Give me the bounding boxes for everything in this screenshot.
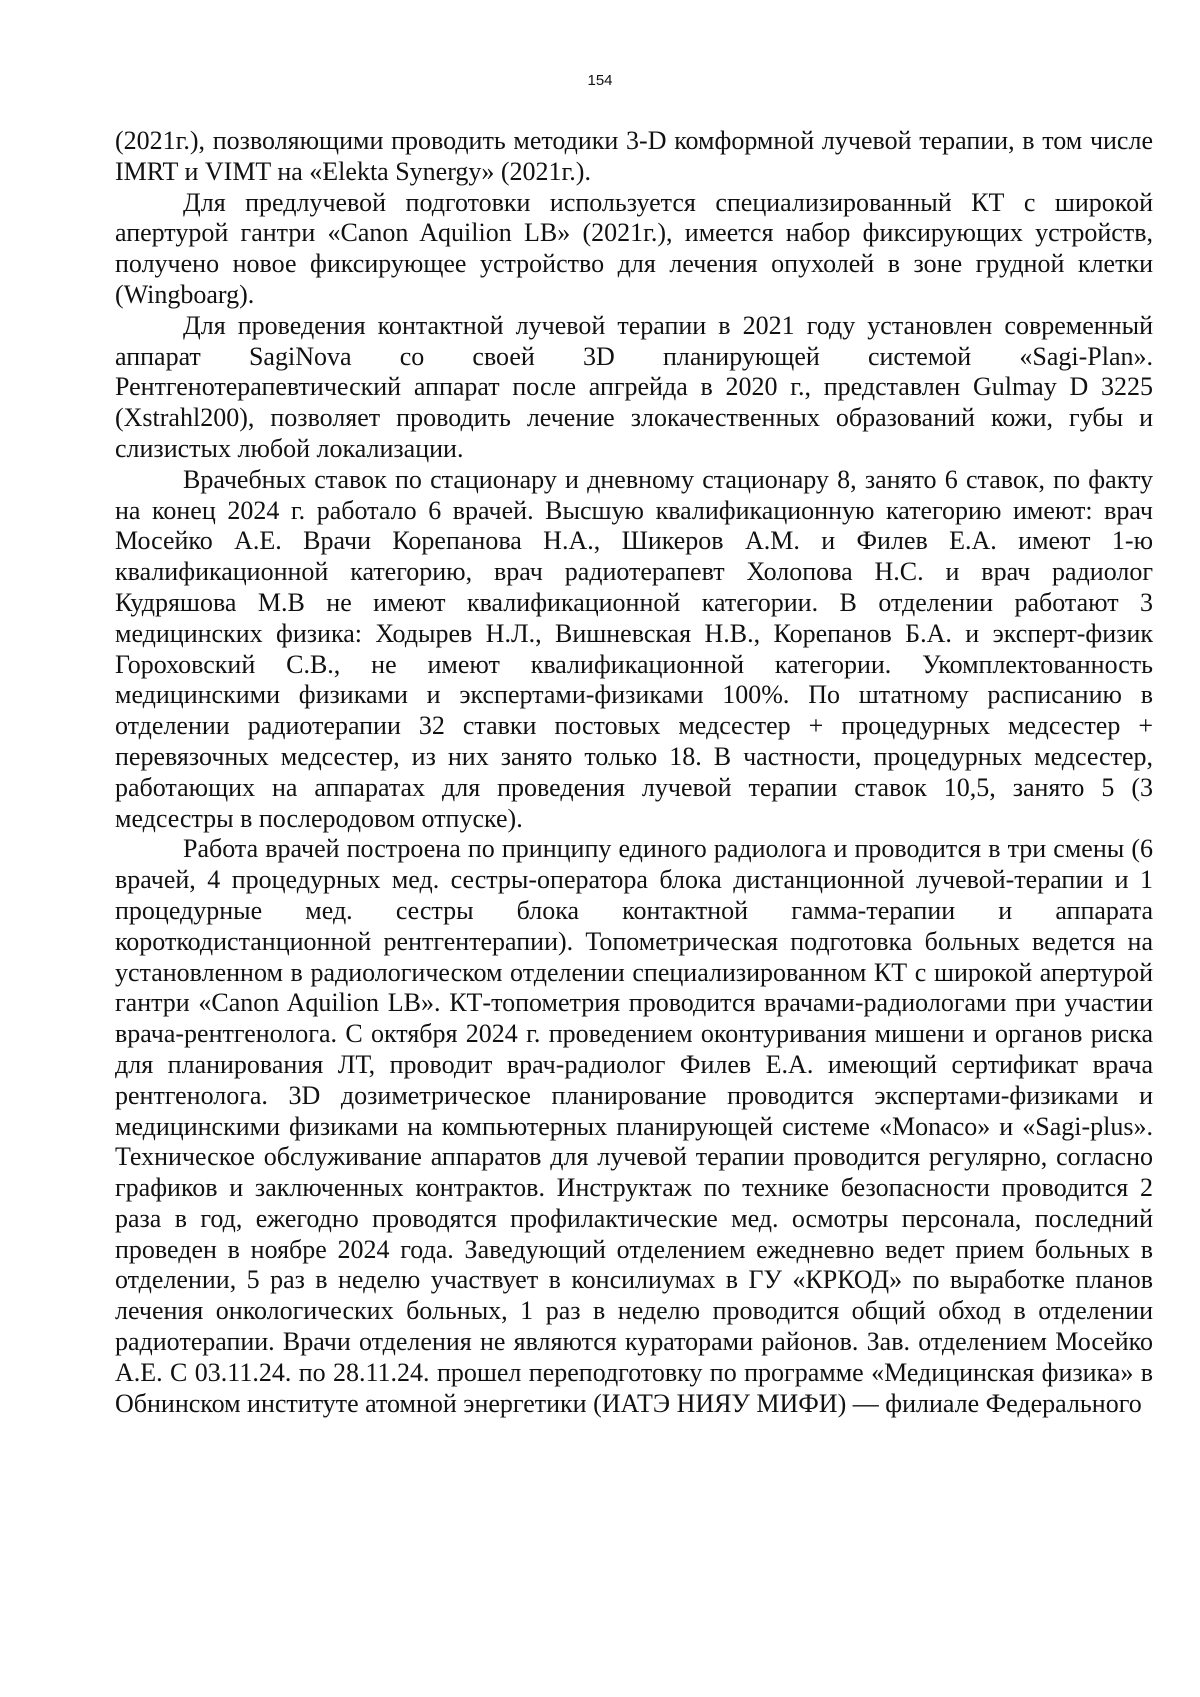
paragraph-work-organization: Работа врачей построена по принципу единого радиолога и проводится в три смены (6 врачей, 4 процедурных мед. сестры-оператора блока дистанционной лучевой-терапии и 1 процедурные мед. сестры блока контактной гамма-терапии и аппарата короткодистанционной рентгентерапии). Топометрическая подготовка больных ведется на установленном в радиологическом отделении специализированном КТ с широкой апертурой гантри «Canon Aquilion LB». КТ-топометрия проводится врачами-радиологами при участии врача-рентгенолога. С октября 2024 г. проведением оконтуривания мишени и органов риска для планирования ЛТ, проводит врач-радиолог Филев Е.А. имеющий сертификат врача рентгенолога. 3D дозиметрическое планирование проводится экспертами-физиками и медицинскими физиками на компьютерных планирующей системе «Monaco» и «Sagi-plus». Техническое обслуживание аппаратов для лучевой терапии проводится регулярно, согласно графиков и заключенных контрактов. Инструктаж по технике безопасности проводится 2 раза в год, ежегодно проводятся профилактические мед. осмотры персонала, последний проведен в ноябре 2024 года. Заведующий отделением ежедневно ведет прием больных в отделении, 5 раз в неделю участвует в консилиумах в ГУ «КРКОД» по выработке планов лечения онкологических больных, 1 раз в неделю проводится общий обход в отделении радиотерапии. Врачи отделения не являются кураторами районов. Зав. отделением Мосейко А.Е. С 03.11.24. по 28.11.24. прошел переподготовку по программе «Медицинская физика» в Обнинском институте атомной энергетики (ИАТЭ НИЯУ МИФИ) — филиале Федерального xyxy=(115,834,1153,1418)
paragraph-pre-radiation-preparation: Для предлучевой подготовки используется специализированный КТ с широкой апертурой гантри «Canon Aquilion LB» (2021г.), имеется набор фиксирующих устройств, получено новое фиксирующее устройство для лечения опухолей в зоне грудной клетки (Wingboarg). xyxy=(115,187,1153,309)
paragraph-staffing: Врачебных ставок по стационару и дневному стационару 8, занято 6 ставок, по факту на конец 2024 г. работало 6 врачей. Высшую квалификационную категорию имеют: врач Мосейко А.Е. Врачи Корепанова Н.А., Шикеров А.М. и Филев Е.А. имеют 1-ю квалификационной категорию, врач радиотерапевт Холопова Н.С. и врач радиолог Кудряшова М.В не имеют квалификационной категории. В отделении работают 3 медицинских физика: Ходырев Н.Л., Вишневская Н.В., Корепанов Б.А. и эксперт-физик Гороховский С.В., не имеют квалификационной категории. Укомплектованность медицинскими физиками и экспертами-физиками 100%. По штатному расписанию в отделении радиотерапии 32 ставки постовых медсестер + процедурных медсестер + перевязочных медсестер, из них занято только 18. В частности, процедурных медсестер, работающих на аппаратах для проведения лучевой терапии ставок 10,5, занято 5 (3 медсестры в послеродовом отпуске). xyxy=(115,464,1153,833)
page-body xyxy=(115,126,1153,1419)
paragraph-continuation: (2021г.), позволяющими проводить методики 3-D комформной лучевой терапии, в том числе IMRT и VIMT на «Elekta Synergy» (2021г.). xyxy=(115,126,1153,186)
paragraph-contact-therapy-equipment: Для проведения контактной лучевой терапии в 2021 году установлен современный аппарат SagiNova со своей 3D планирующей системой «Sagi-Plan». Рентгенотерапевтический аппарат после апгрейда в 2020 г., представлен Gulmay D 3225 (Xstrahl200), позволяет проводить лечение злокачественных образований кожи, губы и слизистых любой локализации. xyxy=(115,310,1153,463)
page-number: 154 xyxy=(587,72,613,89)
